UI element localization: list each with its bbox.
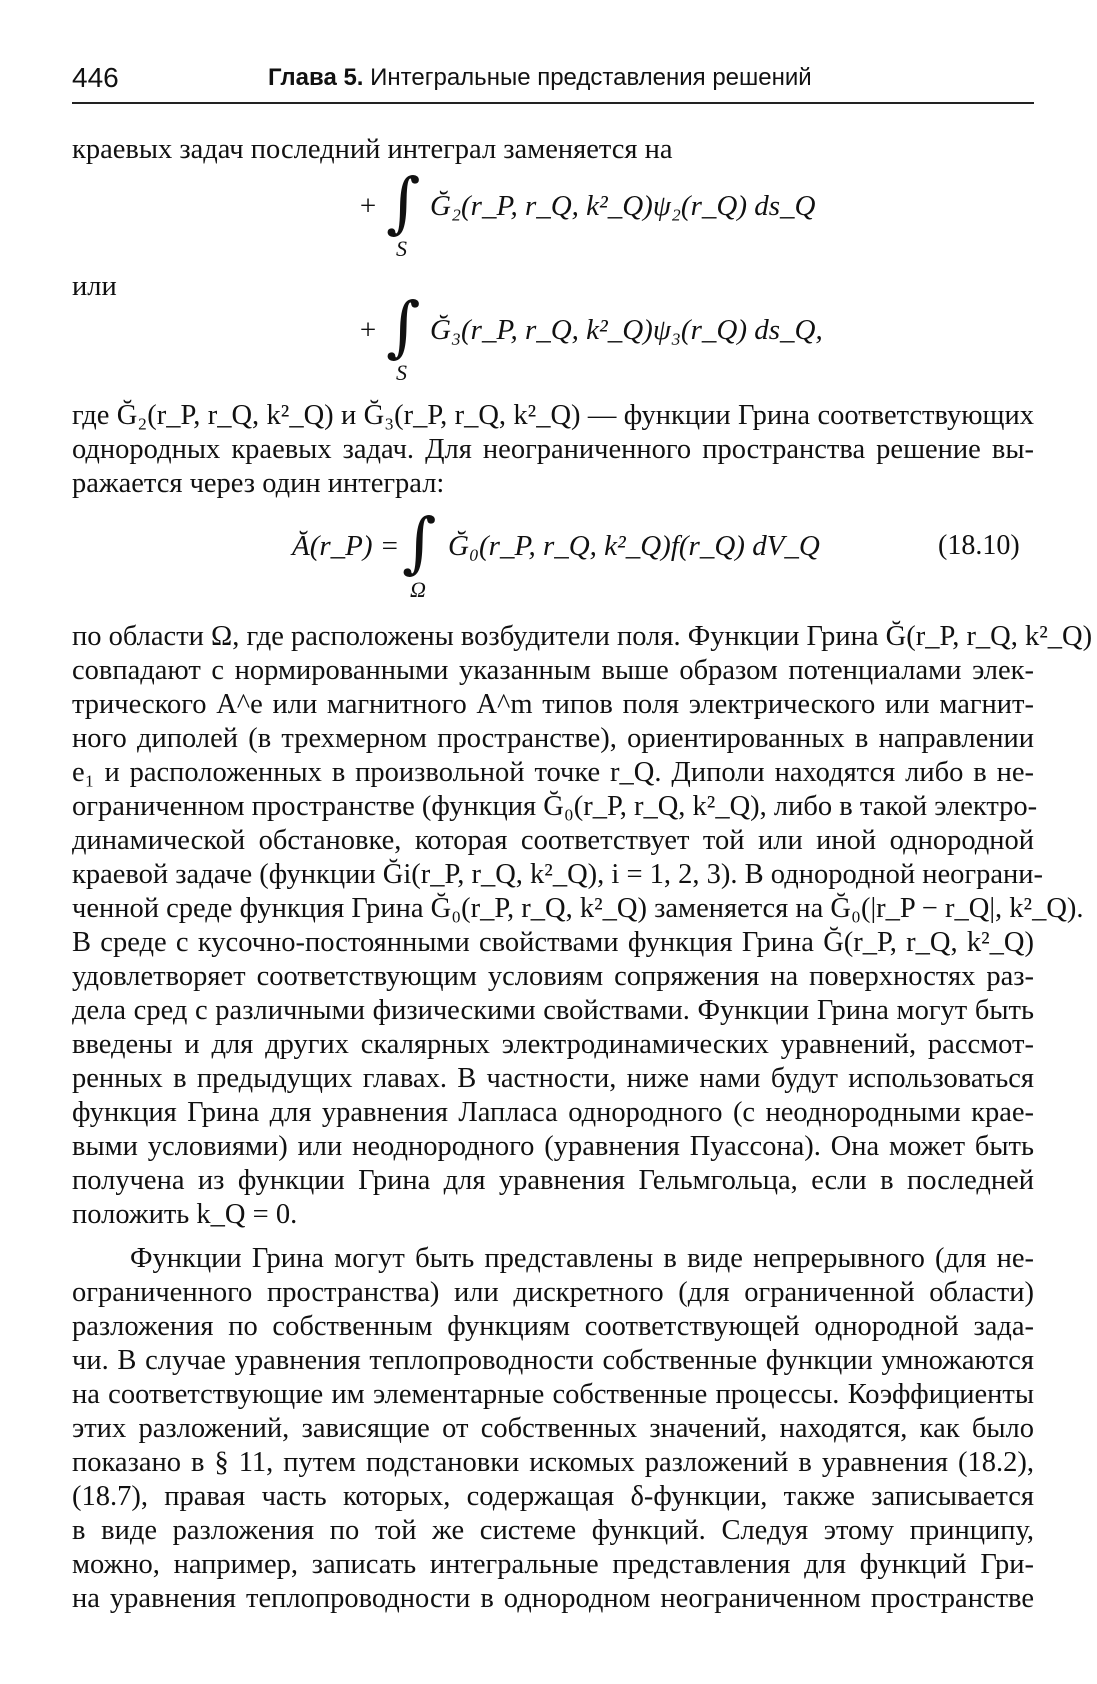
integral-sign: ∫ [386, 164, 421, 241]
integral-domain: S [396, 236, 407, 261]
text-line: ограниченном пространстве (функция Ğ₀(r_P, r_Q, k²_Q), либо в такой электро- [72, 791, 1038, 822]
text-line: получена из функции Грина для уравнения Гельмгольца, если в последней [72, 1165, 1034, 1196]
running-title [268, 64, 812, 92]
text-line: краевой задаче (функции Ği(r_P, r_Q, k²_Q), i = 1, 2, 3). В однородной неограни- [72, 859, 1043, 890]
equation-sign: + [358, 190, 378, 222]
text-line: трического A^e или магнитного A^m типов поля электрического или магнит- [72, 689, 1034, 720]
text-line: чи. В случае уравнения теплопроводности собственные функции умножаются [72, 1345, 1034, 1376]
integral-domain: S [396, 360, 407, 385]
text-line: разложения по собственным функциям соответствующей однородной зада- [72, 1311, 1034, 1342]
text-line: выми условиями) или неоднородного (уравнения Пуассона). Она может быть [72, 1131, 1034, 1162]
text-line: или [72, 271, 117, 302]
text-line: ного диполей (в трехмерном пространстве), ориентированных в направлении [72, 723, 1034, 754]
text-line: совпадают с нормированными указанным выше образом потенциалами элек- [72, 655, 1034, 686]
equation-lhs: Ă(r_P) = [292, 530, 400, 562]
running-header [72, 62, 1034, 104]
chapter-label: Глава 5. [268, 64, 364, 91]
equation-integrand: Ğ₃(r_P, r_Q, k²_Q)ψ₃(r_Q) ds_Q, [430, 314, 823, 346]
text-line: на уравнения теплопроводности в однородном неограниченном пространстве [72, 1583, 1034, 1614]
text-line: дела сред с различными физическими свойствами. Функции Грина могут быть [72, 995, 1034, 1026]
integral-domain: Ω [410, 577, 426, 602]
text-line: введены и для других скалярных электродинамических уравнений, рассмот- [72, 1029, 1034, 1060]
equation-integrand: Ğ₀(r_P, r_Q, k²_Q)f(r_Q) dV_Q [448, 530, 820, 562]
text-line: (18.7), правая часть которых, содержащая δ-функции, также записывается [72, 1481, 1034, 1512]
page-number: 446 [72, 62, 119, 93]
text-line: положить k_Q = 0. [72, 1199, 298, 1230]
text-line: динамической обстановке, которая соответствует той или иной однородной [72, 825, 1034, 856]
integral-sign: ∫ [402, 504, 437, 581]
equation-integrand: Ğ₂(r_P, r_Q, k²_Q)ψ₂(r_Q) ds_Q [430, 190, 816, 222]
text-line: этих разложений, зависящие от собственных значений, находятся, как было [72, 1413, 1034, 1444]
chapter-title: Интегральные представления решений [370, 64, 812, 91]
text-line: ограниченного пространства) или дискретного (для ограниченной области) [72, 1277, 1034, 1308]
text-line: по области Ω, где расположены возбудители поля. Функции Грина Ğ(r_P, r_Q, k²_Q) [72, 621, 1093, 652]
text-line: краевых задач последний интеграл заменяется на [72, 134, 673, 165]
text-line: показано в § 11, путем подстановки искомых разложений в уравнения (18.2), [72, 1447, 1034, 1478]
text-line: однородных краевых задач. Для неограниченного пространства решение вы- [72, 434, 1034, 465]
equation-sign: + [358, 314, 378, 346]
text-line: ражается через один интеграл: [72, 468, 445, 499]
text-line: В среде с кусочно-постоянными свойствами функция Грина Ğ(r_P, r_Q, k²_Q) [72, 927, 1034, 958]
text-line: где Ğ₂(r_P, r_Q, k²_Q) и Ğ₃(r_P, r_Q, k²_Q) — функции Грина соответствующих [72, 400, 1034, 431]
text-line: ченной среде функция Грина Ğ₀(r_P, r_Q, k²_Q) заменяется на Ğ₀(|r_P − r_Q|, k²_Q). [72, 893, 1084, 924]
text-line: в виде разложения по той же системе функций. Следуя этому принципу, [72, 1515, 1034, 1546]
text-line: ренных в предыдущих главах. В частности, ниже нами будут использоваться [72, 1063, 1034, 1094]
text-line: удовлетворяет соответствующим условиям сопряжения на поверхностях раз- [72, 961, 1034, 992]
text-line: Функции Грина могут быть представлены в виде непрерывного (для не- [130, 1243, 1034, 1274]
integral-sign: ∫ [386, 288, 421, 365]
text-line: e₁ и расположенных в произвольной точке r_Q. Диполи находятся либо в не- [72, 757, 1034, 788]
equation-number: (18.10) [938, 530, 1020, 561]
text-line: можно, например, записать интегральные представления для функций Гри- [72, 1549, 1034, 1580]
text-line: функция Грина для уравнения Лапласа однородного (с неоднородными крае- [72, 1097, 1034, 1128]
text-line: на соответствующие им элементарные собственные процессы. Коэффициенты [72, 1379, 1034, 1410]
